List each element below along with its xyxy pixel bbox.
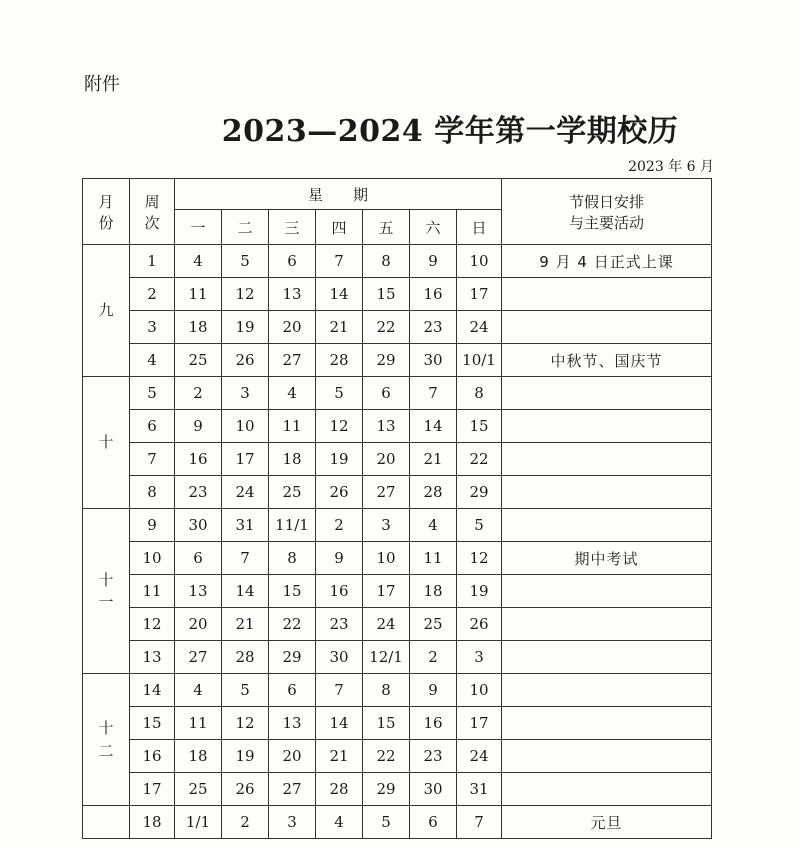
week-number-cell: 5: [130, 377, 175, 410]
day-cell: 2: [175, 377, 222, 410]
day-cell: 4: [410, 509, 457, 542]
day-cell: 27: [363, 476, 410, 509]
day-cell: 8: [457, 377, 502, 410]
day-cell: 20: [175, 608, 222, 641]
day-cell: 31: [457, 773, 502, 806]
week-number-cell: 8: [130, 476, 175, 509]
activity-note-cell: [502, 476, 712, 509]
activity-note-cell: [502, 707, 712, 740]
activity-note-cell: [502, 443, 712, 476]
day-cell: 10: [457, 674, 502, 707]
week-row: [83, 410, 712, 443]
month-cell: 十 一: [83, 509, 130, 674]
day-cell: 2: [410, 641, 457, 674]
weekday-header-cell: 日: [457, 210, 502, 245]
week-row: [83, 674, 712, 707]
day-cell: 25: [269, 476, 316, 509]
week-number-cell: 14: [130, 674, 175, 707]
day-cell: 15: [363, 278, 410, 311]
day-cell: 19: [316, 443, 363, 476]
month-cell: [83, 806, 130, 839]
day-cell: 20: [269, 311, 316, 344]
week-number-cell: 1: [130, 245, 175, 278]
day-cell: 22: [363, 740, 410, 773]
week-number-cell: 10: [130, 542, 175, 575]
day-cell: 30: [410, 344, 457, 377]
day-cell: 12: [222, 278, 269, 311]
day-cell: 29: [457, 476, 502, 509]
day-cell: 12: [222, 707, 269, 740]
day-cell: 18: [269, 443, 316, 476]
weekday-header-cell: 二: [222, 210, 269, 245]
week-row: [83, 476, 712, 509]
day-cell: 5: [316, 377, 363, 410]
day-cell: 11: [175, 707, 222, 740]
day-cell: 16: [175, 443, 222, 476]
week-row: [83, 575, 712, 608]
day-cell: 24: [457, 311, 502, 344]
activity-note-cell: [502, 740, 712, 773]
day-cell: 29: [269, 641, 316, 674]
day-cell: 15: [363, 707, 410, 740]
day-cell: 30: [316, 641, 363, 674]
weekday-header-cell: 三: [269, 210, 316, 245]
day-cell: 22: [457, 443, 502, 476]
day-cell: 25: [410, 608, 457, 641]
day-cell: 26: [457, 608, 502, 641]
day-cell: 24: [457, 740, 502, 773]
day-cell: 12: [316, 410, 363, 443]
school-calendar-table: [82, 178, 712, 839]
day-cell: 15: [269, 575, 316, 608]
week-row: [83, 311, 712, 344]
day-cell: 11: [269, 410, 316, 443]
day-cell: 14: [316, 707, 363, 740]
activity-note-cell: 中秋节、国庆节: [502, 344, 712, 377]
week-row: [83, 773, 712, 806]
day-cell: 30: [410, 773, 457, 806]
weekday-header-cell: 四: [316, 210, 363, 245]
day-cell: 12/1: [363, 641, 410, 674]
week-number-cell: 2: [130, 278, 175, 311]
day-cell: 8: [363, 245, 410, 278]
month-cell: 九: [83, 245, 130, 377]
day-cell: 24: [363, 608, 410, 641]
day-cell: 9: [175, 410, 222, 443]
activity-note-cell: [502, 674, 712, 707]
activity-note-cell: [502, 377, 712, 410]
day-cell: 27: [175, 641, 222, 674]
day-cell: 15: [457, 410, 502, 443]
activity-note-cell: [502, 641, 712, 674]
day-cell: 25: [175, 773, 222, 806]
week-row: [83, 509, 712, 542]
day-cell: 22: [269, 608, 316, 641]
day-cell: 10: [222, 410, 269, 443]
week-row: [83, 740, 712, 773]
day-cell: 4: [269, 377, 316, 410]
activity-note-cell: 元旦: [502, 806, 712, 839]
day-cell: 16: [410, 707, 457, 740]
week-number-cell: 12: [130, 608, 175, 641]
week-row: [83, 608, 712, 641]
day-cell: 11: [410, 542, 457, 575]
day-cell: 29: [363, 773, 410, 806]
day-cell: 4: [316, 806, 363, 839]
day-cell: 8: [363, 674, 410, 707]
week-row: [83, 245, 712, 278]
day-cell: 28: [316, 773, 363, 806]
day-cell: 14: [222, 575, 269, 608]
weekday-header-cell: 六: [410, 210, 457, 245]
day-cell: 9: [410, 674, 457, 707]
day-cell: 1/1: [175, 806, 222, 839]
week-row: [83, 641, 712, 674]
day-cell: 2: [222, 806, 269, 839]
day-cell: 18: [410, 575, 457, 608]
day-cell: 26: [316, 476, 363, 509]
week-number-cell: 3: [130, 311, 175, 344]
activity-note-cell: [502, 311, 712, 344]
day-cell: 3: [222, 377, 269, 410]
day-cell: 28: [222, 641, 269, 674]
day-cell: 17: [457, 278, 502, 311]
day-cell: 5: [457, 509, 502, 542]
day-cell: 27: [269, 773, 316, 806]
week-row: [83, 542, 712, 575]
day-cell: 5: [222, 245, 269, 278]
week-number-cell: 17: [130, 773, 175, 806]
month-cell: 十 二: [83, 674, 130, 806]
week-row: [83, 344, 712, 377]
week-number-cell: 7: [130, 443, 175, 476]
week-number-cell: 13: [130, 641, 175, 674]
week-number-cell: 9: [130, 509, 175, 542]
week-row: [83, 806, 712, 839]
day-cell: 25: [175, 344, 222, 377]
day-cell: 22: [363, 311, 410, 344]
day-cell: 17: [222, 443, 269, 476]
day-cell: 21: [410, 443, 457, 476]
day-cell: 27: [269, 344, 316, 377]
week-header: 周 次: [130, 179, 175, 245]
day-cell: 21: [222, 608, 269, 641]
day-cell: 7: [316, 674, 363, 707]
activity-note-cell: [502, 608, 712, 641]
day-cell: 30: [175, 509, 222, 542]
day-cell: 10/1: [457, 344, 502, 377]
day-cell: 7: [457, 806, 502, 839]
page-title: 2023—2024 学年第一学期校历: [221, 114, 679, 149]
day-cell: 26: [222, 344, 269, 377]
day-cell: 9: [316, 542, 363, 575]
day-cell: 13: [269, 707, 316, 740]
day-cell: 10: [457, 245, 502, 278]
day-cell: 20: [363, 443, 410, 476]
day-cell: 14: [316, 278, 363, 311]
activity-note-cell: 9 月 4 日正式上课: [502, 245, 712, 278]
day-cell: 11/1: [269, 509, 316, 542]
day-cell: 16: [410, 278, 457, 311]
week-number-cell: 4: [130, 344, 175, 377]
day-cell: 7: [410, 377, 457, 410]
activity-note-cell: 期中考试: [502, 542, 712, 575]
day-cell: 7: [222, 542, 269, 575]
weekday-header-cell: 一: [175, 210, 222, 245]
day-cell: 5: [363, 806, 410, 839]
activity-note-cell: [502, 410, 712, 443]
attachment-label: 附件: [84, 74, 120, 95]
day-cell: 14: [410, 410, 457, 443]
day-cell: 5: [222, 674, 269, 707]
day-cell: 31: [222, 509, 269, 542]
day-cell: 26: [222, 773, 269, 806]
day-cell: 28: [316, 344, 363, 377]
day-cell: 3: [457, 641, 502, 674]
month-header: 月 份: [83, 179, 130, 245]
day-cell: 4: [175, 245, 222, 278]
week-row: [83, 278, 712, 311]
week-number-cell: 18: [130, 806, 175, 839]
day-cell: 9: [410, 245, 457, 278]
day-cell: 6: [269, 674, 316, 707]
day-cell: 13: [363, 410, 410, 443]
day-cell: 23: [410, 311, 457, 344]
day-cell: 20: [269, 740, 316, 773]
day-cell: 13: [175, 575, 222, 608]
week-number-cell: 16: [130, 740, 175, 773]
day-cell: 28: [410, 476, 457, 509]
day-cell: 19: [457, 575, 502, 608]
week-number-cell: 15: [130, 707, 175, 740]
day-cell: 23: [175, 476, 222, 509]
day-cell: 6: [363, 377, 410, 410]
notes-header: 节假日安排 与主要活动: [502, 179, 712, 245]
week-row: [83, 377, 712, 410]
weekday-header-cell: 五: [363, 210, 410, 245]
day-cell: 24: [222, 476, 269, 509]
day-cell: 6: [175, 542, 222, 575]
week-row: [83, 707, 712, 740]
day-cell: 13: [269, 278, 316, 311]
day-cell: 8: [269, 542, 316, 575]
day-cell: 18: [175, 740, 222, 773]
day-cell: 19: [222, 740, 269, 773]
day-cell: 23: [410, 740, 457, 773]
week-row: [83, 443, 712, 476]
weekday-group-header: 星 期: [175, 179, 502, 210]
activity-note-cell: [502, 575, 712, 608]
week-number-cell: 11: [130, 575, 175, 608]
activity-note-cell: [502, 773, 712, 806]
day-cell: 29: [363, 344, 410, 377]
day-cell: 17: [363, 575, 410, 608]
day-cell: 21: [316, 740, 363, 773]
month-cell: 十: [83, 377, 130, 509]
day-cell: 3: [269, 806, 316, 839]
week-number-cell: 6: [130, 410, 175, 443]
day-cell: 18: [175, 311, 222, 344]
day-cell: 3: [363, 509, 410, 542]
day-cell: 6: [410, 806, 457, 839]
activity-note-cell: [502, 509, 712, 542]
day-cell: 11: [175, 278, 222, 311]
day-cell: 19: [222, 311, 269, 344]
day-cell: 10: [363, 542, 410, 575]
day-cell: 21: [316, 311, 363, 344]
activity-note-cell: [502, 278, 712, 311]
day-cell: 7: [316, 245, 363, 278]
day-cell: 17: [457, 707, 502, 740]
day-cell: 4: [175, 674, 222, 707]
day-cell: 2: [316, 509, 363, 542]
day-cell: 6: [269, 245, 316, 278]
day-cell: 16: [316, 575, 363, 608]
day-cell: 23: [316, 608, 363, 641]
day-cell: 12: [457, 542, 502, 575]
issue-date: 2023 年 6 月: [628, 159, 714, 175]
